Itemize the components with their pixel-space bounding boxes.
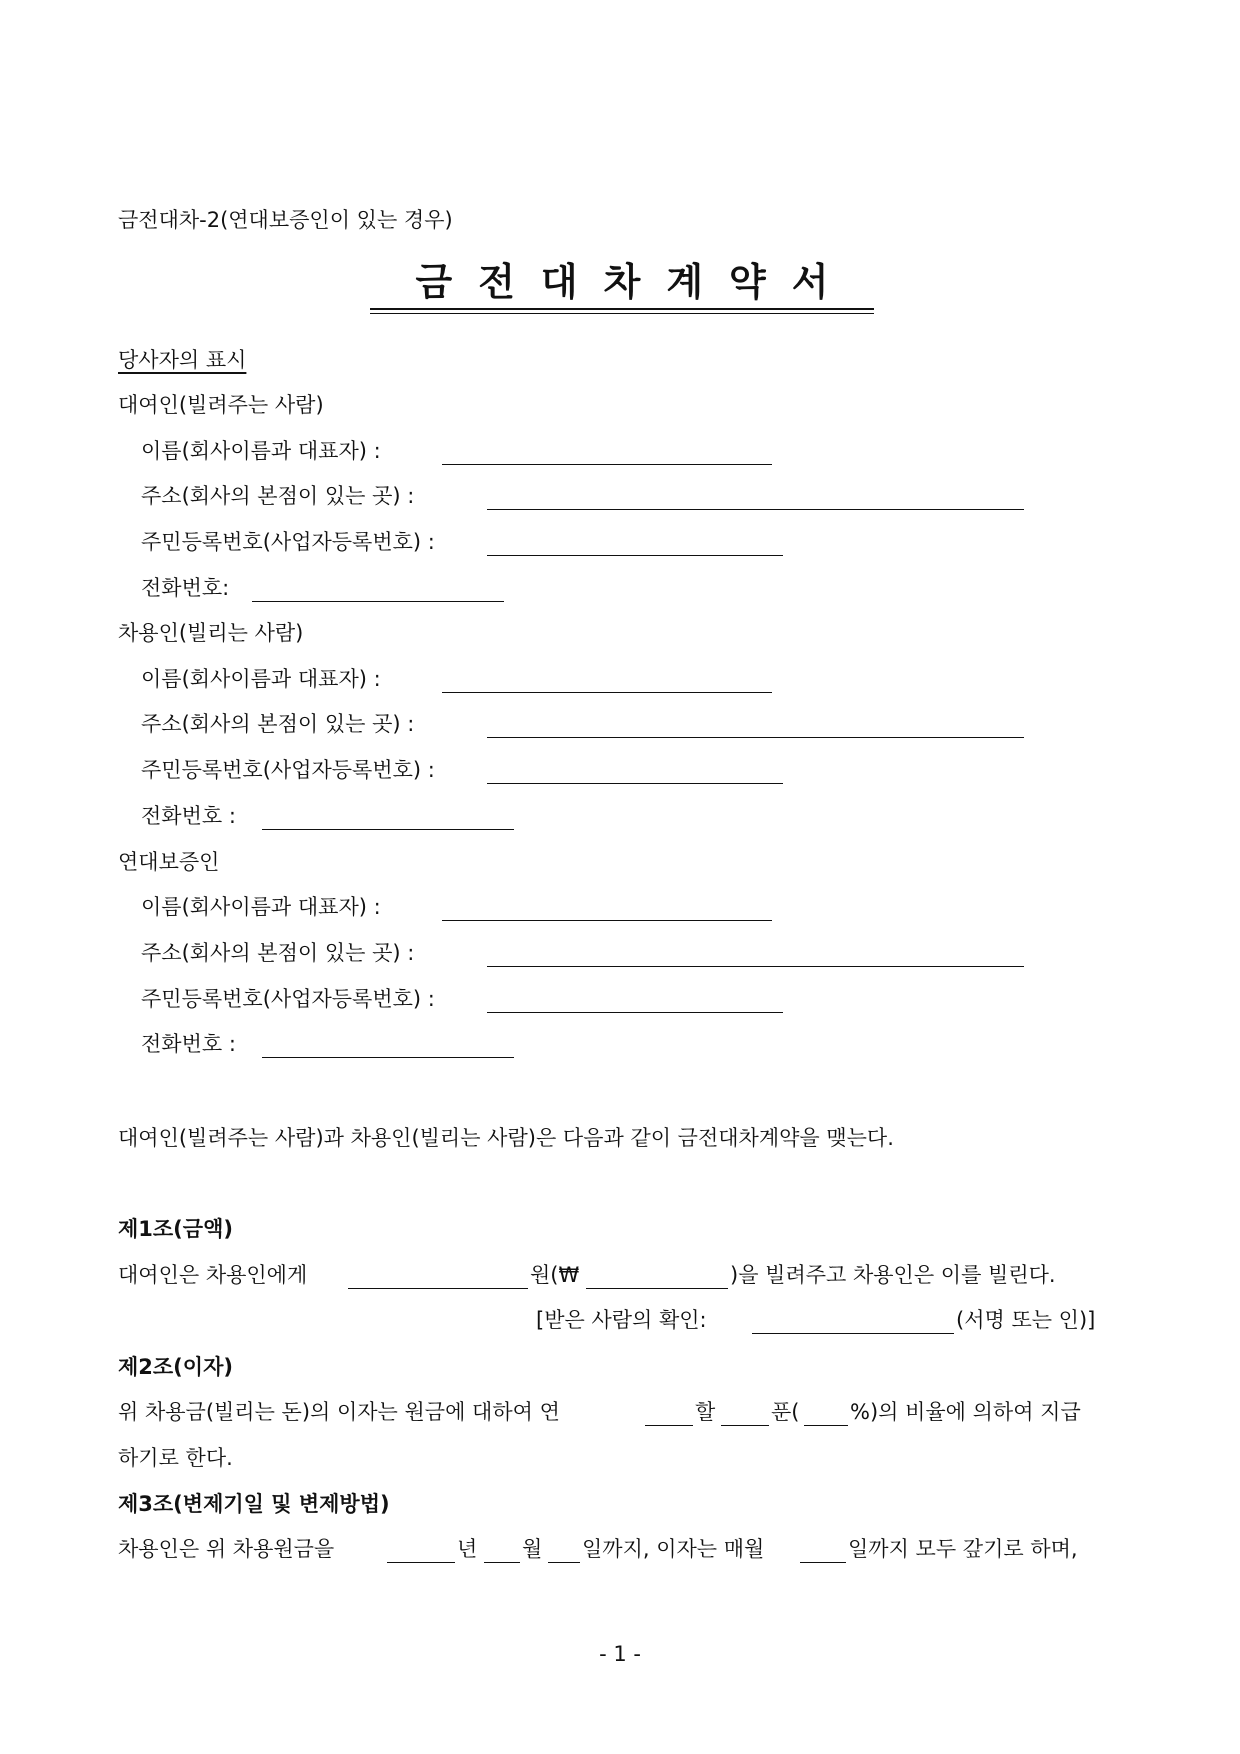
parties-heading: 당사자의 표시 <box>118 348 247 372</box>
guarantor-phone-field[interactable] <box>262 1057 514 1058</box>
amount-number-field[interactable] <box>586 1288 728 1289</box>
borrower-address-field[interactable] <box>487 737 1024 738</box>
article-2-text-e: 하기로 한다. <box>118 1446 233 1470</box>
intro-paragraph: 대여인(빌려주는 사람)과 차용인(빌리는 사람)은 다음과 같이 금전대차계약을 맺는다. <box>118 1126 894 1150</box>
borrower-id-label: 주민등록번호(사업자등록번호) : <box>141 758 435 782</box>
title-underline <box>370 308 874 310</box>
lender-address-field[interactable] <box>487 509 1024 510</box>
due-month-field[interactable] <box>484 1562 520 1563</box>
receipt-signature-field[interactable] <box>752 1333 954 1334</box>
title-underline-thin <box>370 313 874 314</box>
guarantor-id-label: 주민등록번호(사업자등록번호) : <box>141 987 435 1011</box>
article-1-text-a: 대여인은 차용인에게 <box>118 1263 308 1287</box>
article-3-text-a: 차용인은 위 차용원금을 <box>118 1537 335 1561</box>
article-3-text-e: 일까지 모두 갚기로 하며, <box>848 1537 1078 1561</box>
guarantor-name-field[interactable] <box>442 920 772 921</box>
borrower-name-field[interactable] <box>442 692 772 693</box>
guarantor-name-label: 이름(회사이름과 대표자) : <box>141 895 381 919</box>
lender-address-label: 주소(회사의 본점이 있는 곳) : <box>141 484 415 508</box>
lender-name-field[interactable] <box>442 464 772 465</box>
article-1-text-c: )을 빌려주고 차용인은 이를 빌린다. <box>730 1263 1056 1287</box>
article-2-text-a: 위 차용금(빌리는 돈)의 이자는 원금에 대하여 연 <box>118 1400 560 1424</box>
article-2-text-d: %)의 비율에 의하여 지급 <box>850 1400 1081 1424</box>
borrower-heading: 차용인(빌리는 사람) <box>118 621 304 645</box>
receipt-signature-note: (서명 또는 인)] <box>956 1308 1096 1332</box>
article-3-text-c: 월 <box>522 1537 543 1561</box>
guarantor-id-field[interactable] <box>487 1012 783 1013</box>
article-2-heading: 제2조(이자) <box>118 1355 233 1379</box>
title-block <box>370 258 874 314</box>
due-year-field[interactable] <box>387 1562 455 1563</box>
borrower-phone-field[interactable] <box>262 829 514 830</box>
article-1-heading: 제1조(금액) <box>118 1217 233 1241</box>
article-1-text-b: 원(₩ <box>530 1263 580 1287</box>
guarantor-address-field[interactable] <box>487 966 1024 967</box>
lender-id-label: 주민등록번호(사업자등록번호) : <box>141 530 435 554</box>
borrower-name-label: 이름(회사이름과 대표자) : <box>141 667 381 691</box>
article-2-text-b: 할 <box>695 1400 716 1424</box>
lender-id-field[interactable] <box>487 555 783 556</box>
amount-words-field[interactable] <box>348 1288 528 1289</box>
receipt-confirm-label: [받은 사람의 확인: <box>536 1308 707 1332</box>
article-2-text-c: 푼( <box>771 1400 800 1424</box>
interest-percent-field[interactable] <box>804 1425 848 1426</box>
borrower-id-field[interactable] <box>487 783 783 784</box>
borrower-phone-label: 전화번호 : <box>141 804 236 828</box>
interest-day-field[interactable] <box>800 1562 846 1563</box>
lender-phone-field[interactable] <box>252 601 504 602</box>
lender-name-label: 이름(회사이름과 대표자) : <box>141 439 381 463</box>
due-day-field[interactable] <box>548 1562 580 1563</box>
guarantor-address-label: 주소(회사의 본점이 있는 곳) : <box>141 941 415 965</box>
guarantor-phone-label: 전화번호 : <box>141 1032 236 1056</box>
guarantor-heading: 연대보증인 <box>118 850 220 874</box>
page-number: - 1 - <box>599 1642 641 1666</box>
lender-heading: 대여인(빌려주는 사람) <box>118 393 324 417</box>
lender-phone-label: 전화번호: <box>141 576 230 600</box>
interest-hal-field[interactable] <box>645 1425 693 1426</box>
document-title: 금전대차계약서 <box>415 260 855 304</box>
article-3-text-d: 일까지, 이자는 매월 <box>582 1537 765 1561</box>
borrower-address-label: 주소(회사의 본점이 있는 곳) : <box>141 712 415 736</box>
article-3-heading: 제3조(변제기일 및 변제방법) <box>118 1492 390 1516</box>
article-3-text-b: 년 <box>457 1537 478 1561</box>
interest-pun-field[interactable] <box>721 1425 769 1426</box>
document-subtitle: 금전대차-2(연대보증인이 있는 경우) <box>118 208 453 232</box>
